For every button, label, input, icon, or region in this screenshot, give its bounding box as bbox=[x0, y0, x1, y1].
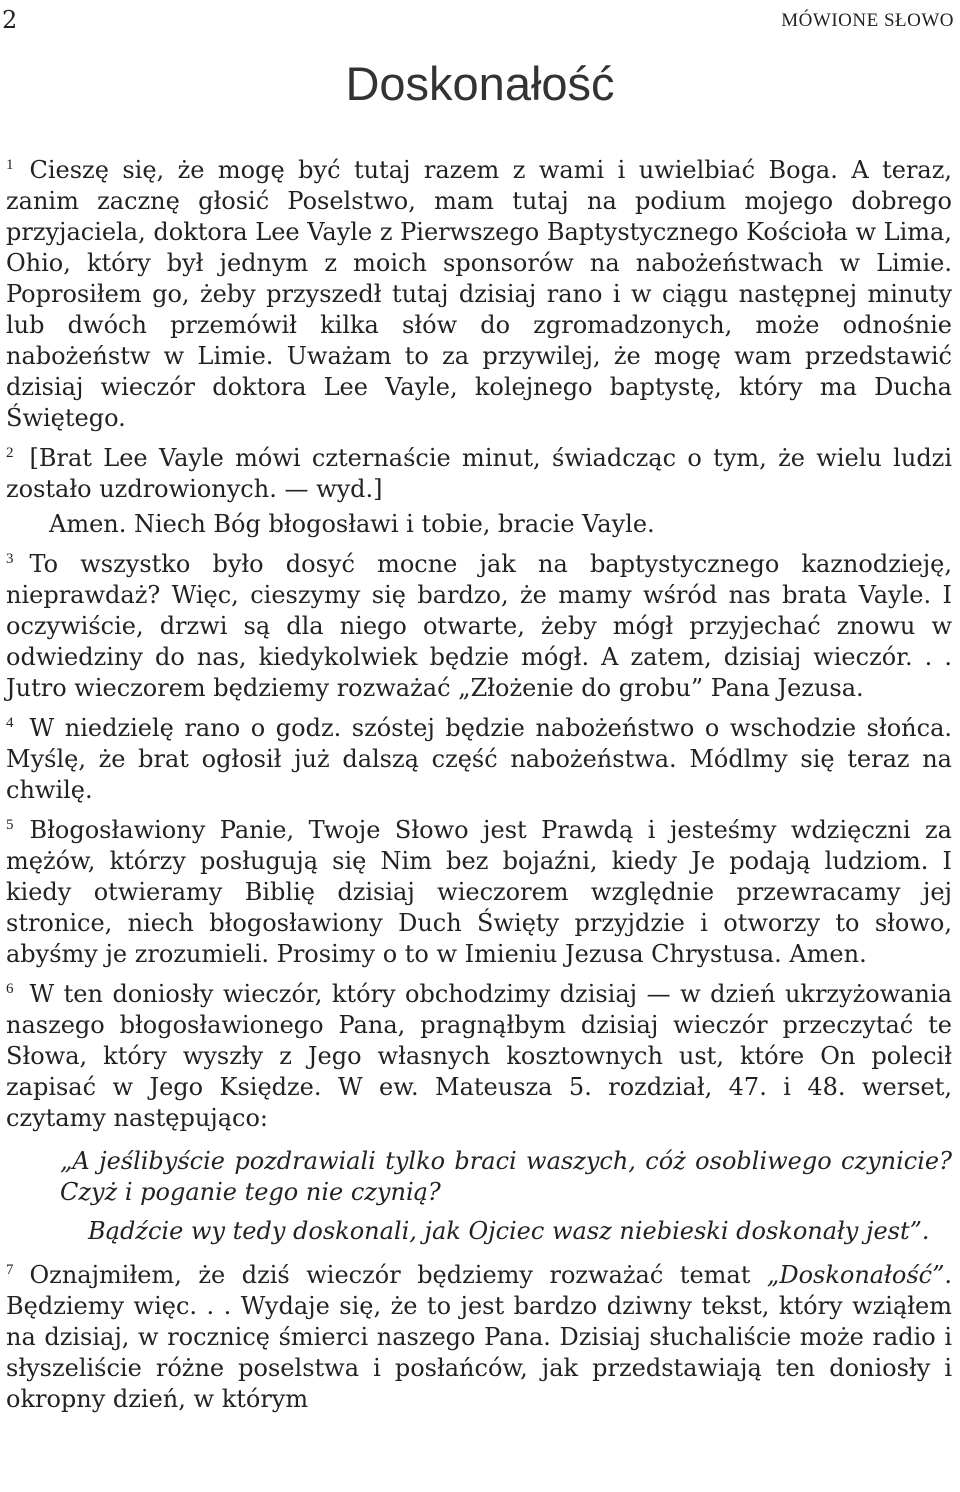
page-title: Doskonałość bbox=[345, 57, 615, 110]
scripture-quote: „A jeślibyście pozdrawiali tylko braci waszych, cóż osobliwego czynicie? Czyż i poganie tego nie czynią? bbox=[60, 1147, 952, 1206]
page-header bbox=[0, 4, 960, 34]
paragraph bbox=[6, 1255, 952, 1415]
emphasized-title: „Doskonałość” bbox=[766, 1261, 945, 1289]
paragraph-number: 4 bbox=[6, 715, 14, 731]
paragraph bbox=[6, 509, 952, 540]
document-body bbox=[6, 150, 952, 1419]
paragraph-text: Cieszę się, że mogę być tutaj razem z wami i uwielbiać Boga. A teraz, zanim zacznę głosić Poselstwo, mam tutaj na podium mojego dobrego przyjaciela, doktora Lee Vayle z Pierwszego Baptystycznego Kościoła w Lima, Ohio, który był jednym z moich sponsorów na nabożeństwach w Limie. Poprosiłem go, żeby przyszedł tutaj dzisiaj rano i w ciągu następnej minuty lub dwóch przemówił kilka słów do zgromadzonych, może odnośnie nabożeństw w Limie. Uważam to za przywilej, że mogę wam przedstawić dzisiaj wieczór doktora Lee Vayle, kolejnego baptystę, który ma Ducha Świętego. bbox=[6, 156, 952, 432]
paragraph-number: 7 bbox=[6, 1262, 14, 1278]
paragraph-text: Amen. Niech Bóg błogosławi i tobie, bracie Vayle. bbox=[49, 510, 655, 538]
paragraph-text: Błogosławiony Panie, Twoje Słowo jest Prawdą i jesteśmy wdzięczni za mężów, którzy posługują się Nim bez bojaźni, kiedy Je podają ludziom. I kiedy otwieramy Biblię dzisiaj wieczorem względnie przewracamy jej stronice, niech błogosławiony Duch Święty przyjdzie i otworzy to słowo, abyśmy je zrozumieli. Prosimy o to w Imieniu Jezusa Chrystusa. Amen. bbox=[6, 816, 952, 968]
page-number: 2 bbox=[2, 6, 18, 34]
paragraph-text: Oznajmiłem, że dziś wieczór będziemy rozważać temat bbox=[29, 1261, 767, 1289]
paragraph-text: [Brat Lee Vayle mówi czternaście minut, świadcząc o tym, że wielu ludzi zostało uzdrowionych. — wyd.] bbox=[6, 444, 952, 503]
paragraph-number: 3 bbox=[6, 551, 14, 567]
paragraph-text: W niedzielę rano o godz. szóstej będzie nabożeństwo o wschodzie słońca. Myślę, że brat ogłosił już dalszą część nabożeństwa. Módlmy się teraz na chwilę. bbox=[6, 714, 952, 804]
paragraph-number: 6 bbox=[6, 981, 14, 997]
paragraph bbox=[6, 810, 952, 970]
running-title: MÓWIONE SŁOWO bbox=[781, 10, 954, 31]
paragraph-number: 1 bbox=[6, 157, 14, 173]
paragraph bbox=[6, 438, 952, 505]
paragraph-number: 2 bbox=[6, 445, 14, 461]
paragraph bbox=[6, 974, 952, 1134]
scripture-quote: Bądźcie wy tedy doskonali, jak Ojciec wasz niebieski doskonały jest”. bbox=[88, 1217, 930, 1245]
paragraph-text: To wszystko było dosyć mocne jak na baptystycznego kaznodzieję, nieprawdaż? Więc, cieszymy się bardzo, że mamy wśród nas brata Vayle. I oczywiście, drzwi są dla niego otwarte, żeby mógł przyjechać znowu w odwiedziny do nas, kiedykolwiek będzie mógł. A zatem, dzisiaj wieczór. . . Jutro wieczorem będziemy rozważać „Złożenie do grobu” Pana Jezusa. bbox=[6, 550, 952, 702]
paragraph-text: . Będziemy więc. . . Wydaje się, że to jest bardzo dziwny tekst, który wziąłem na dzisiaj, w rocznicę śmierci naszego Pana. Dzisiaj słuchaliście może radio i słyszeliście różne poselstwa i posłańców, jak przedstawiają ten doniosły i okropny dzień, w którym bbox=[6, 1261, 952, 1413]
paragraph bbox=[6, 544, 952, 704]
paragraph bbox=[6, 150, 952, 434]
paragraph-text: W ten doniosły wieczór, który obchodzimy dzisiaj — w dzień ukrzyżowania naszego błogosławionego Pana, pragnąłbym dzisiaj wieczór przeczytać te Słowa, który wyszły z Jego własnych kosztownych ust, które On polecił zapisać w Jego Księdze. W ew. Mateusza 5. rozdział, 47. i 48. werset, czytamy następująco: bbox=[6, 980, 952, 1132]
paragraph-number: 5 bbox=[6, 817, 14, 833]
paragraph bbox=[6, 708, 952, 806]
